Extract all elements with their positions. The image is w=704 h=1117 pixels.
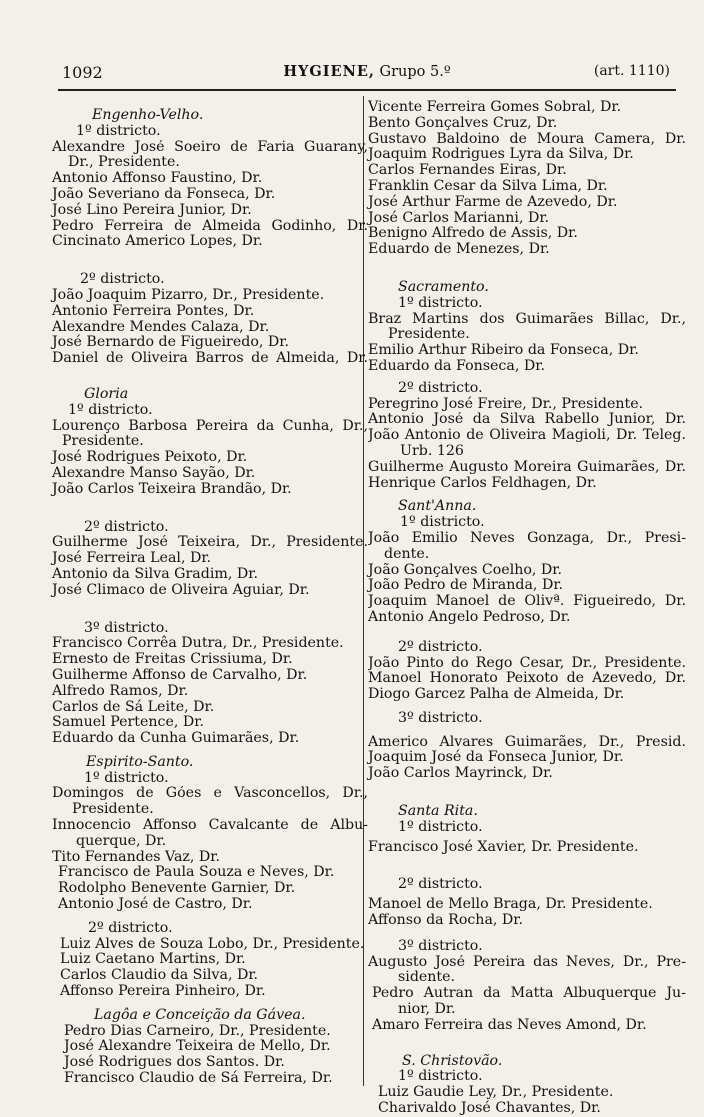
page-number: 1092 [62,63,103,82]
text-line: Guilherme José Teixeira, Dr., Presidente. [52,535,368,551]
right-column [368,100,686,1117]
text-line: Alexandre Manso Sayão, Dr. [52,464,256,481]
text-line: 2º districto. [88,919,173,936]
text-line: Luiz Gaudie Ley, Dr., Presidente. [378,1084,614,1101]
text-line: 2º districto. [398,638,483,655]
text-line: Innocencio Affonso Cavalcante de Albu- [52,818,368,834]
text-line: Carlos Fernandes Eiras, Dr. [368,162,567,179]
text-line: Pedro Autran da Matta Albuquerque Ju- [372,986,686,1002]
text-line: João Antonio de Oliveira Magioli, Dr. Teleg. [368,428,686,444]
section-heading: Sacramento. [398,278,489,295]
text-line: José Carlos Marianni, Dr. [368,209,550,226]
text-line: Francisco de Paula Souza e Neves, Dr. [58,864,335,881]
text-line: Francisco Corrêa Dutra, Dr., Presidente. [52,635,344,652]
text-line: 3º districto. [84,619,169,636]
text-line: Antonio Ferreira Pontes, Dr. [52,302,255,319]
text-line: Eduardo de Menezes, Dr. [368,241,550,258]
text-line: 1º districto. [76,122,161,139]
text-line: Presidente. [388,326,470,343]
text-line: 1º districto. [398,818,483,835]
text-line: João Emilio Neves Gonzaga, Dr., Presi- [368,530,686,546]
text-line: Americo Alvares Guimarães, Dr., Presid. [368,734,686,750]
text-line: Charivaldo José Chavantes, Dr. [378,1100,601,1117]
text-line: Antonio Affonso Faustino, Dr. [52,170,263,187]
text-line: Bento Gonçalves Cruz, Dr. [368,114,558,131]
text-line: Presidente. [62,433,144,450]
running-title-rest: Grupo 5.º [374,64,451,80]
text-line: Guilherme Augusto Moreira Guimarães, Dr. [368,459,686,475]
text-line: Antonio José de Castro, Dr. [58,896,253,913]
text-line: José Rodrigues Peixoto, Dr. [52,449,248,466]
text-line: Francisco José Xavier, Dr. Presidente. [368,838,639,855]
text-line: querque, Dr. [76,832,167,849]
text-line: José Ferreira Leal, Dr. [52,550,212,567]
text-line: 1º districto. [68,401,153,418]
text-line: Luiz Alves de Souza Lobo, Dr., Presidente. [60,935,365,952]
text-line: Ernesto de Freitas Crissiuma, Dr. [52,651,293,668]
text-line: Antonio José da Silva Rabello Junior, Dr. [368,412,686,428]
text-line: Affonso da Rocha, Dr. [368,912,524,929]
section-heading: Engenho-Velho. [92,107,204,123]
text-line: Francisco Claudio de Sá Ferreira, Dr. [64,1070,333,1087]
text-line: Eduardo da Fonseca, Dr. [368,357,545,374]
running-title-bold: HYGIENE, [283,63,375,80]
text-line: Antonio Angelo Pedroso, Dr. [368,608,571,625]
text-line: José Rodrigues dos Santos. Dr. [64,1054,285,1071]
text-line: Urb. 126 [400,442,464,459]
text-line: Eduardo da Cunha Guimarães, Dr. [52,730,300,747]
text-line: Cincinato Americo Lopes, Dr. [52,233,263,250]
text-line: Alexandre José Soeiro de Faria Guarany, [52,139,368,155]
text-line: Presidente. [72,801,154,818]
text-line: Manoel Honorato Peixoto de Azevedo, Dr. [368,671,686,687]
text-line: Diogo Garcez Palha de Almeida, Dr. [368,686,625,703]
text-line: Augusto José Pereira das Neves, Dr., Pre- [368,954,686,970]
text-line: José Alexandre Teixeira de Mello, Dr. [64,1038,331,1055]
text-line: Rodolpho Benevente Garnier, Dr. [58,880,296,897]
text-line: José Bernardo de Figueiredo, Dr. [52,334,289,351]
text-line: João Joaquim Pizarro, Dr., Presidente. [52,286,325,303]
text-line: Luiz Caetano Martins, Dr. [60,951,246,968]
text-line: Pedro Dias Carneiro, Dr., Presidente. [64,1022,331,1039]
text-line: 2º districto. [398,876,483,893]
text-line: João Carlos Mayrinck, Dr. [368,765,553,782]
running-title [60,63,674,80]
text-line: Joaquim Rodrigues Lyra da Silva, Dr. [368,146,634,163]
text-line: Gustavo Baldoino de Moura Camera, Dr. [368,131,686,147]
page-header [60,60,674,86]
text-line: Manoel de Mello Braga, Dr. Presidente. [368,896,653,913]
text-line: Benigno Alfredo de Assis, Dr. [368,225,578,242]
section-heading: Lagôa e Conceição da Gávea. [94,1006,306,1023]
text-line: nior, Dr. [398,1001,456,1018]
text-line: Emilio Arthur Ribeiro da Fonseca, Dr. [368,342,639,359]
text-line: José Arthur Farme de Azevedo, Dr. [368,193,618,210]
text-line: 3º districto. [398,937,483,954]
text-line: Dr., Presidente. [68,154,180,171]
text-line: Carlos Claudio da Silva, Dr. [60,967,259,984]
section-heading: Espirito-Santo. [86,753,194,770]
text-line: dente. [384,545,430,562]
text-line: Affonso Pereira Pinheiro, Dr. [60,983,266,1000]
text-line: 1º districto. [398,1068,483,1085]
text-line: Franklin Cesar da Silva Lima, Dr. [368,177,608,194]
text-line: Carlos de Sá Leite, Dr. [52,698,215,715]
text-line: Domingos de Góes e Vasconcellos, Dr., [52,786,368,802]
text-line: Peregrino José Freire, Dr., Presidente. [368,395,644,412]
left-column [52,100,368,1087]
text-line: João Pedro de Miranda, Dr. [368,577,564,594]
text-line: 1º districto. [400,514,485,531]
text-line: Pedro Ferreira de Almeida Godinho, Dr. [52,218,368,234]
text-line: João Severiano da Fonseca, Dr. [52,185,276,202]
text-line: 3º districto. [398,709,483,726]
text-line: Guilherme Affonso de Carvalho, Dr. [52,666,308,683]
text-line: Vicente Ferreira Gomes Sobral, Dr. [368,99,622,115]
text-line: Joaquim José da Fonseca Junior, Dr. [368,749,624,766]
text-line: Braz Martins dos Guimarães Billac, Dr., [368,311,686,327]
text-line: Daniel de Oliveira Barros de Almeida, Dr. [52,351,368,367]
text-line: Alfredo Ramos, Dr. [52,682,189,699]
text-line: Joaquim Manoel de Olivª. Figueiredo, Dr. [368,594,686,610]
text-line: Henrique Carlos Feldhagen, Dr. [368,474,597,491]
text-line: Lourenço Barbosa Pereira da Cunha, Dr., [52,418,368,434]
text-line: João Pinto do Rego Cesar, Dr., Presidente. [368,655,686,671]
text-line: 2º districto. [84,518,169,535]
section-heading: S. Christovão. [402,1052,503,1069]
text-line: José Climaco de Oliveira Aguiar, Dr. [52,581,310,598]
text-line: sidente. [398,969,456,986]
text-line: José Lino Pereira Junior, Dr. [52,201,252,218]
text-line: Amaro Ferreira das Neves Amond, Dr. [372,1016,647,1033]
section-heading: Sant'Anna. [398,498,477,515]
text-line: João Gonçalves Coelho, Dr. [368,561,563,578]
text-line: Tito Fernandes Vaz, Dr. [52,848,221,865]
text-line: João Carlos Teixeira Brandão, Dr. [52,480,292,497]
text-line: 2º districto. [80,271,165,288]
text-line: 1º districto. [84,769,169,786]
text-line: 1º districto. [398,294,483,311]
section-heading: Santa Rita. [398,803,478,820]
section-heading: Gloria [84,385,129,402]
header-rule [58,89,676,91]
text-line: 2º districto. [398,379,483,396]
text-line: Antonio da Silva Gradim, Dr. [52,565,258,582]
text-line: Alexandre Mendes Calaza, Dr. [52,318,270,335]
text-line: Samuel Pertence, Dr. [52,714,205,731]
article-reference: (art. 1110) [593,63,670,79]
